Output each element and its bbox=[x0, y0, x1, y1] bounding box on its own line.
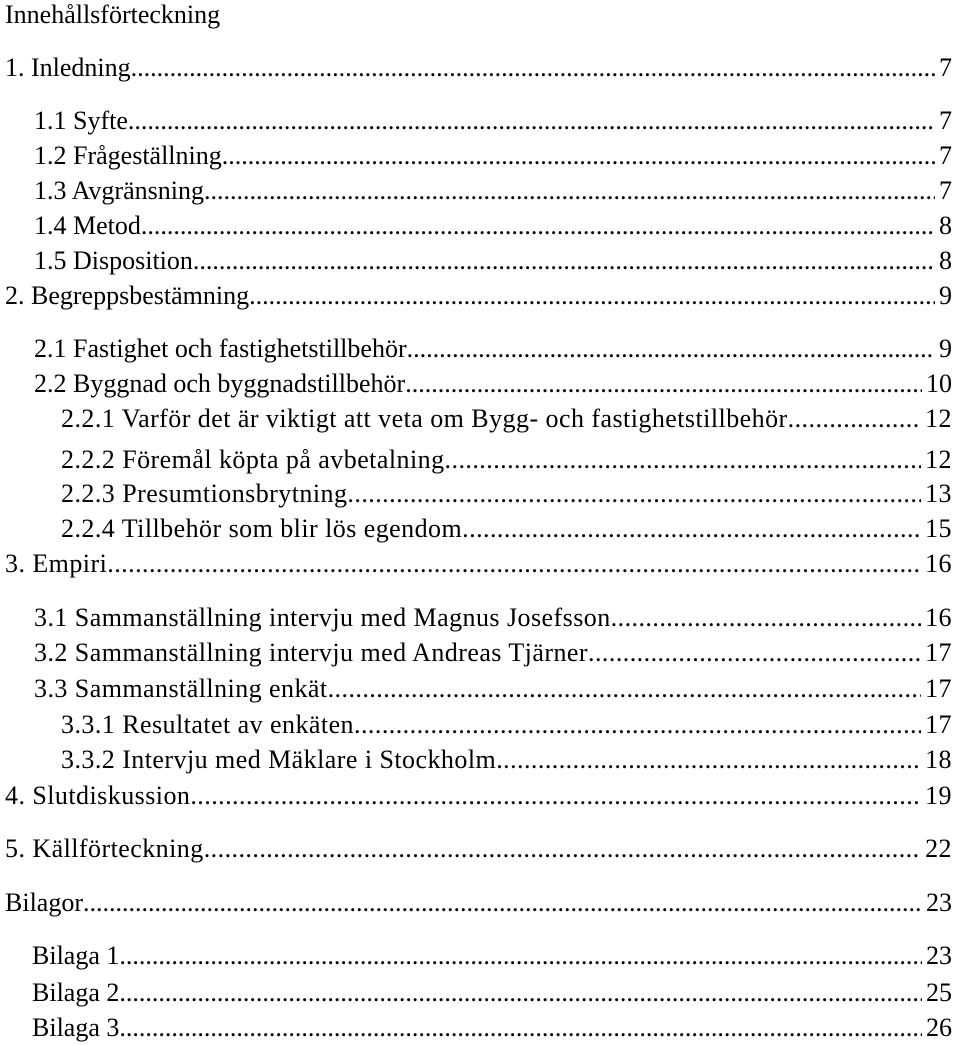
toc-entry-page: 10 bbox=[926, 369, 952, 398]
dot-leader bbox=[131, 53, 935, 83]
toc-entry-empiri[interactable] bbox=[5, 549, 952, 579]
dot-leader bbox=[204, 176, 935, 206]
toc-entry-page: 18 bbox=[925, 745, 952, 774]
toc-entry-tillbehor[interactable] bbox=[61, 514, 952, 544]
toc-entry-label: 2.2 Byggnad och byggnadstillbehör bbox=[34, 369, 406, 398]
toc-entry-syfte[interactable] bbox=[34, 106, 952, 136]
toc-entry-label: Bilagor bbox=[5, 888, 83, 917]
dot-leader bbox=[107, 549, 921, 579]
toc-entry-page: 8 bbox=[939, 211, 952, 240]
toc-entry-label: Bilaga 1 bbox=[32, 941, 120, 970]
dot-leader bbox=[141, 211, 935, 241]
toc-entry-page: 17 bbox=[925, 638, 952, 667]
toc-entry-bilaga-1[interactable] bbox=[32, 941, 952, 971]
toc-entry-page: 19 bbox=[925, 781, 952, 810]
dot-leader bbox=[119, 941, 922, 971]
toc-entry-presumtionsbrytning[interactable] bbox=[61, 479, 952, 509]
toc-entry-page: 17 bbox=[925, 710, 952, 739]
dot-leader bbox=[119, 978, 922, 1008]
toc-entry-disposition[interactable] bbox=[34, 246, 952, 276]
dot-leader bbox=[328, 674, 922, 704]
toc-entry-label: 3.2 Sammanställning intervju med Andreas Tjärner bbox=[34, 638, 589, 667]
toc-entry-byggnad[interactable] bbox=[34, 369, 952, 399]
toc-entry-foremal[interactable] bbox=[61, 445, 952, 475]
toc-entry-label: 3. Empiri bbox=[5, 549, 108, 578]
toc-entry-bilagor[interactable] bbox=[5, 888, 952, 918]
toc-entry-page: 9 bbox=[939, 281, 952, 310]
dot-leader bbox=[249, 281, 935, 311]
toc-entry-label: 1.2 Frågeställning bbox=[34, 141, 222, 170]
toc-entry-avgransning[interactable] bbox=[34, 176, 952, 206]
toc-title: Innehållsförteckning bbox=[5, 0, 221, 29]
dot-leader bbox=[190, 781, 921, 811]
toc-entry-page: 13 bbox=[925, 479, 952, 508]
toc-entry-page: 22 bbox=[925, 834, 952, 863]
toc-entry-page: 9 bbox=[939, 334, 952, 363]
toc-entry-page: 15 bbox=[925, 514, 952, 543]
toc-entry-label: 1.1 Syfte bbox=[34, 106, 128, 135]
toc-entry-label: 1.5 Disposition bbox=[34, 246, 193, 275]
toc-entry-page: 12 bbox=[925, 404, 952, 433]
toc-entry-page: 7 bbox=[939, 53, 952, 82]
toc-entry-label: 4. Slutdiskussion bbox=[5, 781, 191, 810]
toc-entry-page: 8 bbox=[939, 246, 952, 275]
dot-leader bbox=[83, 888, 922, 918]
toc-entry-begreppsbestamning[interactable] bbox=[5, 281, 952, 311]
toc-entry-label: 1.4 Metod bbox=[34, 211, 141, 240]
dot-leader bbox=[788, 404, 921, 434]
dot-leader bbox=[445, 445, 922, 475]
dot-leader bbox=[496, 745, 921, 775]
toc-entry-maklare[interactable] bbox=[61, 745, 952, 775]
toc-entry-resultatet[interactable] bbox=[61, 710, 952, 740]
toc-entry-fragestallning[interactable] bbox=[34, 141, 952, 171]
dot-leader bbox=[119, 1013, 922, 1043]
toc-entry-kallforteckning[interactable] bbox=[5, 834, 952, 864]
toc-entry-page: 7 bbox=[939, 141, 952, 170]
toc-entry-label: 1. Inledning bbox=[5, 53, 131, 82]
toc-entry-label: 2.1 Fastighet och fastighetstillbehör bbox=[34, 334, 407, 363]
dot-leader bbox=[128, 106, 935, 136]
dot-leader bbox=[347, 479, 921, 509]
toc-entry-label: 2.2.2 Föremål köpta på avbetalning bbox=[61, 445, 445, 474]
toc-entry-page: 25 bbox=[926, 978, 952, 1007]
toc-entry-page: 23 bbox=[926, 888, 952, 917]
toc-entry-varfor[interactable] bbox=[61, 404, 952, 434]
toc-entry-page: 23 bbox=[926, 941, 952, 970]
toc-entry-slutdiskussion[interactable] bbox=[5, 781, 952, 811]
toc-entry-bilaga-2[interactable] bbox=[32, 978, 952, 1008]
dot-leader bbox=[204, 834, 921, 864]
toc-entry-page: 26 bbox=[926, 1013, 952, 1042]
toc-entry-enkat[interactable] bbox=[34, 674, 952, 704]
toc-entry-bilaga-3[interactable] bbox=[32, 1013, 952, 1043]
toc-entry-page: 17 bbox=[925, 674, 952, 703]
toc-entry-magnus[interactable] bbox=[34, 603, 952, 633]
toc-entry-label: Bilaga 3 bbox=[32, 1013, 120, 1042]
toc-entry-page: 16 bbox=[925, 603, 952, 632]
toc-entry-label: 2.2.3 Presumtionsbrytning bbox=[61, 479, 348, 508]
dot-leader bbox=[222, 141, 935, 171]
dot-leader bbox=[407, 334, 935, 364]
dot-leader bbox=[193, 246, 935, 276]
toc-entry-label: 3.1 Sammanställning intervju med Magnus Josefsson bbox=[34, 603, 611, 632]
toc-entry-inledning[interactable] bbox=[5, 53, 952, 83]
toc-entry-label: 2.2.1 Varför det är viktigt att veta om Bygg- och fastighetstillbehör bbox=[61, 404, 788, 433]
toc-entry-label: Bilaga 2 bbox=[32, 978, 120, 1007]
toc-entry-page: 12 bbox=[925, 445, 952, 474]
toc-entry-label: 3.3.1 Resultatet av enkäten bbox=[61, 710, 355, 739]
toc-entry-andreas[interactable] bbox=[34, 638, 952, 668]
toc-entry-page: 7 bbox=[939, 106, 952, 135]
toc-entry-label: 2. Begreppsbestämning bbox=[5, 281, 250, 310]
toc-entry-label: 2.2.4 Tillbehör som blir lös egendom bbox=[61, 514, 463, 543]
toc-entry-page: 7 bbox=[939, 176, 952, 205]
dot-leader bbox=[611, 603, 921, 633]
dot-leader bbox=[405, 369, 922, 399]
toc-entry-label: 1.3 Avgränsning bbox=[34, 176, 204, 205]
dot-leader bbox=[588, 638, 921, 668]
toc-entry-metod[interactable] bbox=[34, 211, 952, 241]
toc-entry-label: 3.3 Sammanställning enkät bbox=[34, 674, 328, 703]
toc-entry-label: 5. Källförteckning bbox=[5, 834, 204, 863]
toc-entry-page: 16 bbox=[925, 549, 952, 578]
toc-entry-fastighet[interactable] bbox=[34, 334, 952, 364]
toc-entry-label: 3.3.2 Intervju med Mäklare i Stockholm bbox=[61, 745, 497, 774]
dot-leader bbox=[354, 710, 921, 740]
dot-leader bbox=[462, 514, 921, 544]
